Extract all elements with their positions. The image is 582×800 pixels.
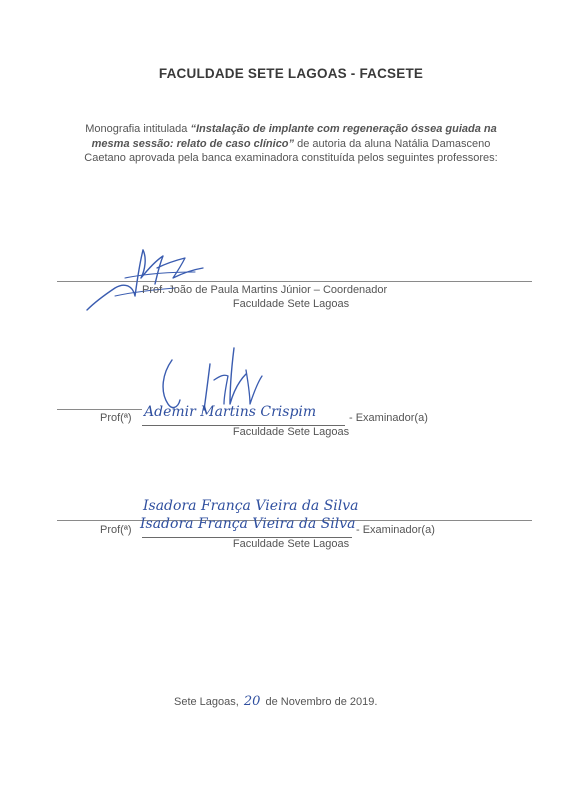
intro-suffix: de autoria da aluna Natália Damasceno Caetano aprovada pela banca examinadora constituída pelos seguintes professores: (84, 137, 498, 164)
date-line (174, 694, 377, 709)
examiner-2-role: - Examinador(a) (356, 524, 435, 536)
examiner-1-institution: Faculdade Sete Lagoas (232, 426, 350, 438)
examiner-2-institution: Faculdade Sete Lagoas (232, 538, 350, 550)
examiner-2-prefix: Prof(ª) (100, 524, 132, 536)
coordinator-institution: Faculdade Sete Lagoas (232, 298, 350, 310)
examiner-2-handwritten-above: Isadora França Vieira da Silva (143, 498, 359, 514)
examiner-1-prefix: Prof(ª) (100, 412, 132, 424)
thesis-title: “Instalação de implante com regeneração óssea guiada na mesma sessão: relato de caso clínico” (91, 123, 497, 150)
signature-line-examiner-1-left (57, 409, 142, 410)
date-day-handwritten: 20 (243, 694, 261, 709)
intro-prefix: Monografia intitulada (85, 123, 191, 135)
page-title: FACULDADE SETE LAGOAS - FACSETE (158, 66, 424, 81)
examiner-1-handwritten-name: Ademir Martins Crispim (144, 404, 317, 420)
date-rest: de Novembro de 2019. (265, 696, 378, 708)
coordinator-name: Prof. João de Paula Martins Júnior – Coordenador (142, 284, 388, 296)
approval-statement (72, 122, 510, 166)
examiner-1-role: - Examinador(a) (349, 412, 428, 424)
examiner-2-handwritten-name: Isadora França Vieira da Silva (140, 516, 356, 532)
date-city: Sete Lagoas, (174, 696, 239, 708)
